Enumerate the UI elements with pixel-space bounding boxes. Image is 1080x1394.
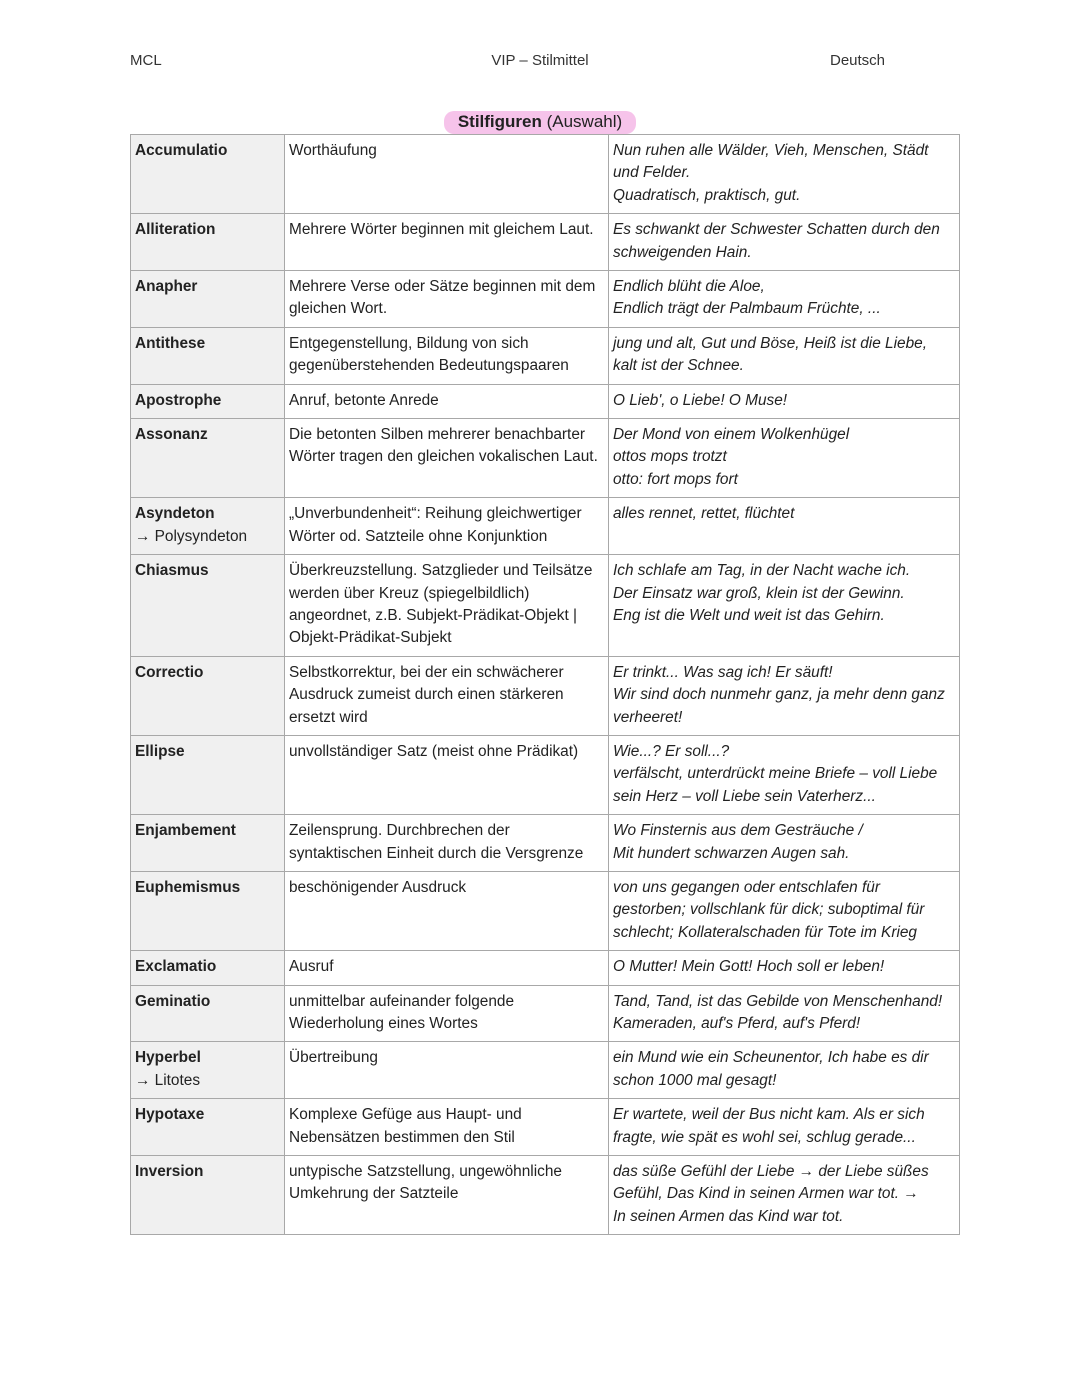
example-cell (609, 656, 960, 735)
header-center: VIP – Stilmittel (491, 52, 589, 69)
term-label: Alliteration (135, 221, 216, 239)
example-line: Endlich trägt der Palmbaum Früchte, ... (613, 300, 881, 318)
example-line: Quadratisch, praktisch, gut. (613, 186, 801, 204)
term-cell (131, 985, 285, 1042)
definition-cell: Die betonten Silben mehrerer benachbarter Wörter tragen den gleichen vokalischen Laut. (285, 419, 609, 498)
example-line: Endlich blüht die Aloe, (613, 278, 765, 296)
term-cell (131, 327, 285, 384)
table-row (131, 384, 960, 418)
example-cell (609, 214, 960, 271)
example-cell (609, 1156, 960, 1235)
title-wrap (0, 111, 1080, 134)
definition-cell: Übertreibung (285, 1042, 609, 1099)
term-cell (131, 1042, 285, 1099)
term-label: Asyndeton (135, 505, 215, 523)
example-line: Es schwankt der Schwester Schatten durch den schweigenden Hain. (613, 221, 940, 261)
term-label: Antithese (135, 334, 206, 352)
definition-cell: unvollständiger Satz (meist ohne Prädikat) (285, 735, 609, 814)
definition-cell: beschönigender Ausdruck (285, 871, 609, 950)
term-cell (131, 951, 285, 985)
example-line: O Lieb', o Liebe! O Muse! (613, 391, 788, 409)
example-line: Wie...? Er soll...? (613, 742, 730, 760)
term-crossref: → Polysyndeton (135, 527, 248, 545)
term-cell (131, 871, 285, 950)
definition-cell: Mehrere Verse oder Sätze beginnen mit dem gleichen Wort. (285, 271, 609, 328)
header-left: MCL (130, 52, 162, 69)
table-row (131, 327, 960, 384)
definition-cell: Mehrere Wörter beginnen mit gleichem Laut. (285, 214, 609, 271)
term-cell (131, 214, 285, 271)
term-label: Exclamatio (135, 958, 217, 976)
stilfiguren-table (130, 134, 960, 1235)
table-row (131, 1099, 960, 1156)
definition-cell: unmittelbar aufeinander folgende Wiederholung eines Wortes (285, 985, 609, 1042)
example-line: Tand, Tand, ist das Gebilde von Menschenhand! Kameraden, auf's Pferd, auf's Pferd! (613, 992, 943, 1032)
term-label: Assonanz (135, 426, 208, 444)
term-cell (131, 735, 285, 814)
example-line: ein Mund wie ein Scheunentor, Ich habe es dir schon 1000 mal gesagt! (613, 1049, 929, 1089)
example-cell (609, 419, 960, 498)
header-right: Deutsch (830, 52, 886, 69)
example-cell (609, 985, 960, 1042)
example-cell (609, 271, 960, 328)
term-label: Chiasmus (135, 562, 209, 580)
definition-cell: Ausruf (285, 951, 609, 985)
term-label: Inversion (135, 1163, 204, 1181)
example-cell (609, 555, 960, 657)
example-line: Mit hundert schwarzen Augen sah. (613, 844, 850, 862)
table-row (131, 951, 960, 985)
example-cell (609, 1099, 960, 1156)
term-cell (131, 1099, 285, 1156)
section-title-bold: Stilfiguren (457, 112, 542, 131)
example-line: Wir sind doch nunmehr ganz, ja mehr denn ganz verheeret! (613, 686, 945, 726)
example-line: jung und alt, Gut und Böse, Heiß ist die Liebe, kalt ist der Schnee. (613, 334, 927, 375)
term-crossref: → Litotes (135, 1071, 201, 1089)
definition-cell: „Unverbundenheit“: Reihung gleichwertiger Wörter od. Satzteile ohne Konjunktion (285, 498, 609, 555)
table-row (131, 1042, 960, 1099)
term-label: Enjambement (135, 822, 236, 840)
table-row (131, 498, 960, 555)
example-line: ottos mops trotzt (613, 448, 727, 466)
table-row (131, 815, 960, 872)
definition-cell: Anruf, betonte Anrede (285, 384, 609, 418)
example-cell (609, 735, 960, 814)
definition-cell: Entgegenstellung, Bildung von sich gegenüberstehenden Bedeutungspaaren (285, 327, 609, 384)
table-body (131, 135, 960, 1235)
section-title (444, 111, 636, 134)
example-line: Ich schlafe am Tag, in der Nacht wache ich. (613, 562, 911, 580)
example-line: Eng ist die Welt und weit ist das Gehirn. (613, 606, 885, 624)
example-cell (609, 135, 960, 214)
table-row (131, 419, 960, 498)
term-label: Geminatio (135, 992, 211, 1010)
example-line: alles rennet, rettet, flüchtet (613, 505, 795, 523)
term-label: Euphemismus (135, 878, 241, 896)
definition-cell: Selbstkorrektur, bei der ein schwächerer Ausdruck zumeist durch einen stärkeren ersetzt wird (285, 656, 609, 735)
term-label: Hyperbel (135, 1049, 201, 1067)
term-label: Ellipse (135, 742, 185, 760)
table-row (131, 656, 960, 735)
table-row (131, 214, 960, 271)
example-line: Er wartete, weil der Bus nicht kam. Als er sich fragte, wie spät es wohl sei, schlug gerade... (613, 1106, 925, 1146)
example-line: Der Mond von einem Wolkenhügel (613, 426, 850, 444)
example-cell (609, 384, 960, 418)
section-title-rest: (Auswahl) (541, 112, 623, 131)
example-line: verfälscht, unterdrückt meine Briefe – voll Liebe sein Herz – voll Liebe sein Vaterherz... (613, 765, 938, 805)
example-line: Er trinkt... Was sag ich! Er säuft! (613, 663, 833, 681)
example-line: Der Einsatz war groß, klein ist der Gewinn. (613, 584, 905, 602)
example-line: otto: fort mops fort (613, 470, 738, 488)
example-line: O Mutter! Mein Gott! Hoch soll er leben! (613, 958, 885, 976)
example-line: Nun ruhen alle Wälder, Vieh, Menschen, Städt und Felder. (613, 142, 929, 182)
table-row (131, 135, 960, 214)
example-cell (609, 1042, 960, 1099)
example-cell (609, 815, 960, 872)
example-line: In seinen Armen das Kind war tot. (613, 1207, 844, 1225)
definition-cell: Komplexe Gefüge aus Haupt- und Nebensätzen bestimmen den Stil (285, 1099, 609, 1156)
definition-cell: Zeilensprung. Durchbrechen der syntaktischen Einheit durch die Versgrenze (285, 815, 609, 872)
definition-cell: Überkreuzstellung. Satzglieder und Teilsätze werden über Kreuz (spiegelbildlich) angeordnet, z.B. Subjekt-Prädikat-Objekt | Objekt-Prädikat-Subjekt (285, 555, 609, 657)
table-row (131, 555, 960, 657)
term-cell (131, 656, 285, 735)
table-row (131, 735, 960, 814)
example-line: Wo Finsternis aus dem Gesträuche / (613, 822, 863, 840)
term-cell (131, 1156, 285, 1235)
term-label: Anapher (135, 278, 198, 296)
term-label: Correctio (135, 663, 204, 681)
definition-cell: Worthäufung (285, 135, 609, 214)
term-label: Hypotaxe (135, 1106, 205, 1124)
term-label: Accumulatio (135, 142, 228, 159)
term-label: Apostrophe (135, 391, 222, 409)
term-cell (131, 271, 285, 328)
example-cell (609, 327, 960, 384)
definition-cell: untypische Satzstellung, ungewöhnliche Umkehrung der Satzteile (285, 1156, 609, 1235)
table-row (131, 985, 960, 1042)
table-row (131, 1156, 960, 1235)
term-cell (131, 815, 285, 872)
table-row (131, 871, 960, 950)
example-line: von uns gegangen oder entschlafen für gestorben; vollschlank für dick; suboptimal für schlecht; Kollateralschaden für Tote im Krieg (613, 878, 925, 941)
table-row (131, 271, 960, 328)
example-cell (609, 498, 960, 555)
term-cell (131, 555, 285, 657)
term-cell (131, 135, 285, 214)
example-cell (609, 951, 960, 985)
term-cell (131, 419, 285, 498)
example-line: das süße Gefühl der Liebe → der Liebe süßes Gefühl, Das Kind in seinen Armen war tot. → (613, 1163, 929, 1203)
term-cell (131, 384, 285, 418)
example-cell (609, 871, 960, 950)
term-cell (131, 498, 285, 555)
